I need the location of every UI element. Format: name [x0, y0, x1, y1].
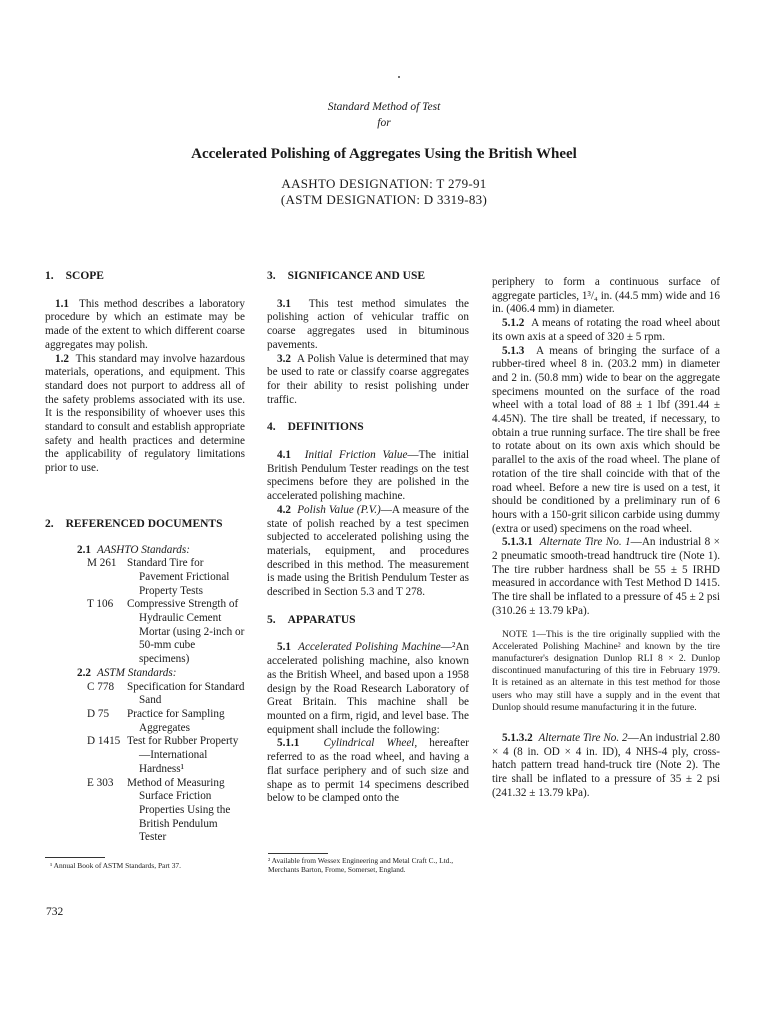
column-3 — [492, 276, 720, 801]
astm-standards-heading: 2.2 ASTM Standards: — [77, 666, 177, 679]
astm-designation: (ASTM DESIGNATION: D 3319-83) — [280, 192, 488, 207]
note-1: NOTE 1—This is the tire originally supplied with the Accelerated Polishing Machine² and known by the tire manufacturer's designation Dunlop RLI 8 × 2. Dunlop discontinued manufacturing of this tire in February 1979. It is retained as an alternate in this test method for those users who may still have a supply and in the event that Dunlop should resume manufacturing it in the future. — [492, 628, 720, 713]
paragraph-4-1: 4.1 Initial Friction Value—The initial British Pendulum Tester readings on the test specimens before they are polished in the accelerated polishing machine. — [267, 449, 469, 503]
paragraph-5-1: 5.1 Accelerated Polishing Machine—²An accelerated polishing machine, also known as the British Wheel, and based upon a 1958 design by the Road Research Laboratory of Great Britain. This machine shall be mounted on a firm, rigid, and level base. The equipment shall include the following: — [267, 641, 469, 736]
column-1 — [45, 270, 245, 845]
ref-d1415: D 1415 Test for Rubber Property—International Hardness¹ — [87, 735, 239, 775]
stray-mark — [398, 76, 400, 78]
section-3-heading: 3. SIGNIFICANCE AND USE — [267, 270, 426, 282]
paragraph-5-1-3-1: 5.1.3.1 Alternate Tire No. 1—An industrial 8 × 2 pneumatic smooth-tread handtruck tire (Note 1). The tire rubber hardness shall be 55 ± 5 IRHD measured in accordance with Test Method D 1415. The tire shall be inflated to a pressure of 45 ± 2 psi (310.26 ± 13.79 kPa). — [492, 536, 720, 617]
document-title: Accelerated Polishing of Aggregates Using the British Wheel — [191, 146, 577, 162]
section-1-heading: 1. SCOPE — [45, 270, 104, 282]
for-line: for — [377, 117, 391, 129]
paragraph-1-2: 1.2 This standard may involve hazardous materials, operations, and equipment. This standard does not purport to address all of the safety problems associated with its use. It is the responsibility of whoever uses this standard to consult and establish appropriate safety and health practices and determine the applicability of regulatory limitations prior to use. — [45, 352, 245, 475]
paragraph-5-1-1: 5.1.1 Cylindrical Wheel, hereafter referred to as the road wheel, and having a flat surface periphery and of such size and shape as to permit 14 specimens described below to be clamped onto the — [267, 737, 469, 805]
paragraph-5-1-2: 5.1.2 A means of rotating the road wheel about its own axis at a speed of 320 ± 5 rpm. — [492, 317, 720, 343]
standard-method-line: Standard Method of Test — [327, 101, 441, 113]
page-number: 732 — [46, 906, 64, 918]
footnote-2: ² Available from Wessex Engineering and Metal Craft C., Ltd., Merchants Barton, Frome, Somerset, England. — [268, 856, 454, 874]
section-5-heading: 5. APPARATUS — [267, 613, 356, 626]
column-2 — [267, 270, 469, 806]
aashto-standards-heading: 2.1 AASHTO Standards: — [77, 543, 190, 556]
ref-m261: M 261 Standard Tire for Pavement Frictional Property Tests — [87, 557, 230, 597]
section-2-heading: 2. REFERENCED DOCUMENTS — [45, 517, 223, 530]
paragraph-3-1: 3.1 This test method simulates the polishing action of vehicular traffic on coarse aggregates used in bituminous pavements. — [267, 297, 469, 351]
paragraph-3-2: 3.2 A Polish Value is determined that may be used to rate or classify coarse aggregates for their ability to resist polishing under traffic. — [267, 352, 470, 406]
paragraph-5-1-3-2: 5.1.3.2 Alternate Tire No. 2—An industrial 2.80 × 4 (8 in. OD × 4 in. ID), 4 NHS-4 ply, cross-hatch pattern tread hand-truck tire (Note 2). The tire shall be inflated to a pressure of 35 ± 2 psi (241.32 ± 13.79 kPa). — [492, 732, 721, 799]
ref-c778: C 778 Specification for Standard Sand — [87, 680, 245, 707]
paragraph-5-1-1-continued: periphery to form a continuous surface of aggregate particles, 1³/₄ in. (44.5 mm) wide and 16 in. (406.4 mm) in diameter. — [492, 276, 720, 316]
ref-t106: T 106 Compressive Strength of Hydraulic Cement Mortar (using 2-inch or 50-mm cube specimens) — [87, 598, 245, 666]
paragraph-4-2: 4.2 Polish Value (P.V.)—A measure of the state of polish reached by a test specimen subjected to accelerated polishing using the materials, equipment, and procedures described in this method. The measurement is made using the British Pendulum Tester as described in Section 5.3 and T 278. — [267, 503, 469, 599]
paragraph-1-1: 1.1 This method describes a laboratory procedure by which an estimate may be made of the extent to which different coarse aggregates may polish. — [45, 297, 245, 351]
footnote-rule-2 — [268, 853, 328, 854]
section-4-heading: 4. DEFINITIONS — [267, 421, 364, 434]
footnote-rule-1 — [45, 857, 105, 858]
aashto-designation: AASHTO DESIGNATION: T 279-91 — [281, 176, 487, 191]
ref-e303: E 303 Method of Measuring Surface Friction Properties Using the British Pendulum Tester — [87, 776, 231, 844]
footnote-1: ¹ Annual Book of ASTM Standards, Part 37. — [50, 861, 181, 870]
ref-d75: D 75 Practice for Sampling Aggregates — [87, 707, 225, 734]
paragraph-5-1-3: 5.1.3 A means of bringing the surface of a rubber-tired wheel 8 in. (203.2 mm) in diameter and 2 in. (50.8 mm) wide to bear on the aggregate specimens mounted on the surface of the road wheel with a total load of 88 ± 1 lbf (391.44 ± 4.45N). The tire shall be treated, if necessary, to obtain a true running surface. The tire shall be free to rotate about on its own axis which should be parallel to the axis of the road wheel. The plane of rotation of the tire shall coincide with that of the road wheel. Before a new tire is used on a test, it should be conditioned by a preliminary run of 6 hours with a 150-grit silicon carbide using dummy (extra or used) specimens on the road wheel. — [492, 344, 720, 535]
